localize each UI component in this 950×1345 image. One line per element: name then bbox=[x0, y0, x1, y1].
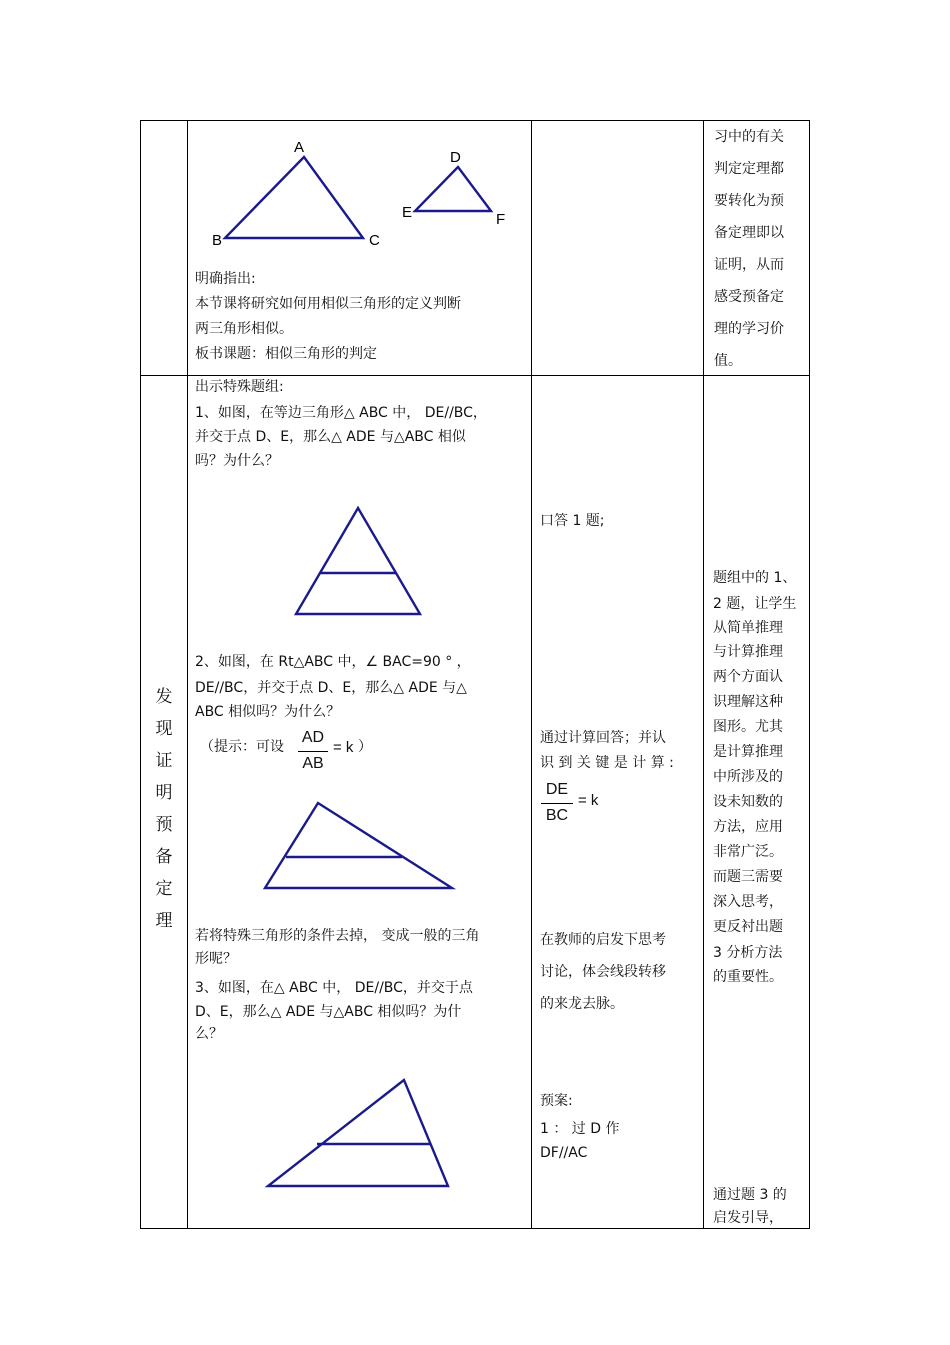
section-label-char: 发 bbox=[155, 687, 173, 707]
section-label-char: 现 bbox=[155, 719, 173, 739]
note-line: 通过题 3 的 bbox=[713, 1187, 787, 1203]
vertex-label-c: C bbox=[369, 232, 380, 249]
question-2-line: ABC 相似吗？为什么？ bbox=[195, 704, 341, 720]
question-3-line: 么？ bbox=[195, 1026, 223, 1042]
vertex-label-d: D bbox=[450, 149, 461, 166]
section-label-char: 理 bbox=[155, 911, 173, 931]
triangle-def bbox=[415, 167, 491, 211]
figure-general-triangle bbox=[268, 1080, 448, 1186]
transition-line: 形呢？ bbox=[195, 951, 237, 967]
fraction-denominator: BC bbox=[545, 807, 569, 824]
section-label-char: 证 bbox=[155, 751, 173, 771]
note-line: 设未知数的 bbox=[713, 794, 783, 810]
question-3-line: D、E，那么△ ADE 与△ABC 相似吗？为什 bbox=[195, 1004, 462, 1020]
note-line: 题组中的 1、 bbox=[713, 570, 797, 586]
note-line: 识理解这种 bbox=[713, 694, 783, 710]
plan-step-1-cont: DF//AC bbox=[540, 1145, 588, 1161]
triangle-abc-right bbox=[265, 803, 452, 888]
note-line: 从简单推理 bbox=[713, 620, 783, 636]
student-equals-k: = k bbox=[578, 792, 599, 809]
student-fraction bbox=[541, 779, 573, 829]
triangle-abc bbox=[225, 157, 363, 238]
row1-note-line: 要转化为预 bbox=[714, 193, 784, 209]
note-line: 3 分析方法 bbox=[713, 945, 783, 961]
row1-note-line: 值。 bbox=[714, 353, 742, 369]
fraction-bar bbox=[541, 803, 573, 804]
question-2-line: DE//BC，并交于点 D、E，那么△ ADE 与△ bbox=[195, 680, 467, 696]
row1-note-line: 感受预备定 bbox=[714, 289, 784, 305]
row1-note-line: 备定理即以 bbox=[714, 225, 784, 241]
hint-prefix: （提示：可设 bbox=[200, 739, 284, 755]
student-discussion-line: 的来龙去脉。 bbox=[540, 996, 624, 1012]
note-line: 的重要性。 bbox=[713, 969, 783, 985]
figure-equilateral-triangle bbox=[296, 508, 420, 614]
question-1-line: 1、如图，在等边三角形△ ABC 中， DE//BC， bbox=[195, 405, 487, 421]
section-label-char: 明 bbox=[155, 783, 173, 803]
row1-pointing-out-label: 明确指出: bbox=[195, 271, 256, 287]
problem-set-intro: 出示特殊题组: bbox=[195, 379, 284, 395]
row1-note-line: 理的学习价 bbox=[714, 321, 784, 337]
triangle-abc-equilateral bbox=[296, 508, 420, 614]
note-line: 中所涉及的 bbox=[713, 769, 783, 785]
question-1-line: 吗？为什么？ bbox=[195, 453, 279, 469]
note-line: 深入思考， bbox=[713, 894, 783, 910]
note-line: 2 题，让学生 bbox=[713, 596, 797, 612]
triangle-abc-general bbox=[268, 1080, 448, 1186]
figure-right-triangle bbox=[265, 803, 452, 888]
vertex-label-e: E bbox=[402, 204, 413, 221]
row1-note-line: 习中的有关 bbox=[714, 129, 784, 145]
fraction-numerator: DE bbox=[545, 781, 569, 798]
student-answer-1: 口答 1 题; bbox=[540, 513, 605, 529]
student-answer-2-cont: 识 到 关 键 是 计 算 : bbox=[540, 755, 674, 771]
transition-line: 若将特殊三角形的条件去掉， 变成一般的三角 bbox=[195, 928, 480, 944]
note-line: 更反衬出题 bbox=[713, 919, 783, 935]
student-discussion-line: 在教师的启发下思考 bbox=[540, 932, 666, 948]
figure-triangles-abc-def bbox=[212, 139, 505, 249]
note-line: 而题三需要 bbox=[713, 869, 783, 885]
fraction-bar bbox=[298, 751, 328, 752]
vertex-label-b: B bbox=[212, 232, 223, 249]
student-answer-2: 通过计算回答；并认 bbox=[540, 730, 666, 746]
vertex-label-f: F bbox=[496, 211, 506, 228]
hint-equals-k: = k bbox=[333, 739, 354, 756]
row1-note-line: 判定定理都 bbox=[714, 161, 784, 177]
plan-label: 预案: bbox=[540, 1093, 573, 1109]
note-line: 与计算推理 bbox=[713, 644, 783, 660]
note-line: 启发引导， bbox=[713, 1210, 783, 1226]
question-3-line: 3、如图，在△ ABC 中， DE//BC，并交于点 bbox=[195, 980, 473, 996]
vertex-label-a: A bbox=[294, 139, 305, 156]
note-line: 两个方面认 bbox=[713, 669, 783, 685]
section-label-char: 定 bbox=[155, 879, 173, 899]
question-1-line: 并交于点 D、E，那么△ ADE 与△ABC 相似 bbox=[195, 429, 466, 445]
student-discussion-line: 讨论，体会线段转移 bbox=[540, 964, 666, 980]
fraction-numerator: AD bbox=[301, 729, 325, 746]
plan-step-1: 1 ： 过 D 作 bbox=[540, 1121, 620, 1137]
row1-lesson-intro: 本节课将研究如何用相似三角形的定义判断 bbox=[195, 296, 461, 312]
hint-close: ） bbox=[358, 739, 372, 755]
section-label-char: 预 bbox=[155, 815, 173, 835]
section-label-char: 备 bbox=[155, 847, 173, 867]
hint-fraction bbox=[298, 727, 328, 777]
note-line: 方法，应用 bbox=[713, 819, 783, 835]
fraction-denominator: AB bbox=[302, 755, 324, 772]
note-line: 图形。尤其 bbox=[713, 719, 783, 735]
row1-lesson-intro-cont: 两三角形相似。 bbox=[195, 321, 293, 337]
note-line: 非常广泛。 bbox=[713, 844, 783, 860]
row1-board-title: 板书课题：相似三角形的判定 bbox=[195, 346, 377, 362]
question-2-line: 2、如图，在 Rt△ABC 中，∠ BAC=90 ° ， bbox=[195, 654, 471, 670]
row1-note-line: 证明，从而 bbox=[714, 257, 784, 273]
note-line: 是计算推理 bbox=[713, 744, 783, 760]
